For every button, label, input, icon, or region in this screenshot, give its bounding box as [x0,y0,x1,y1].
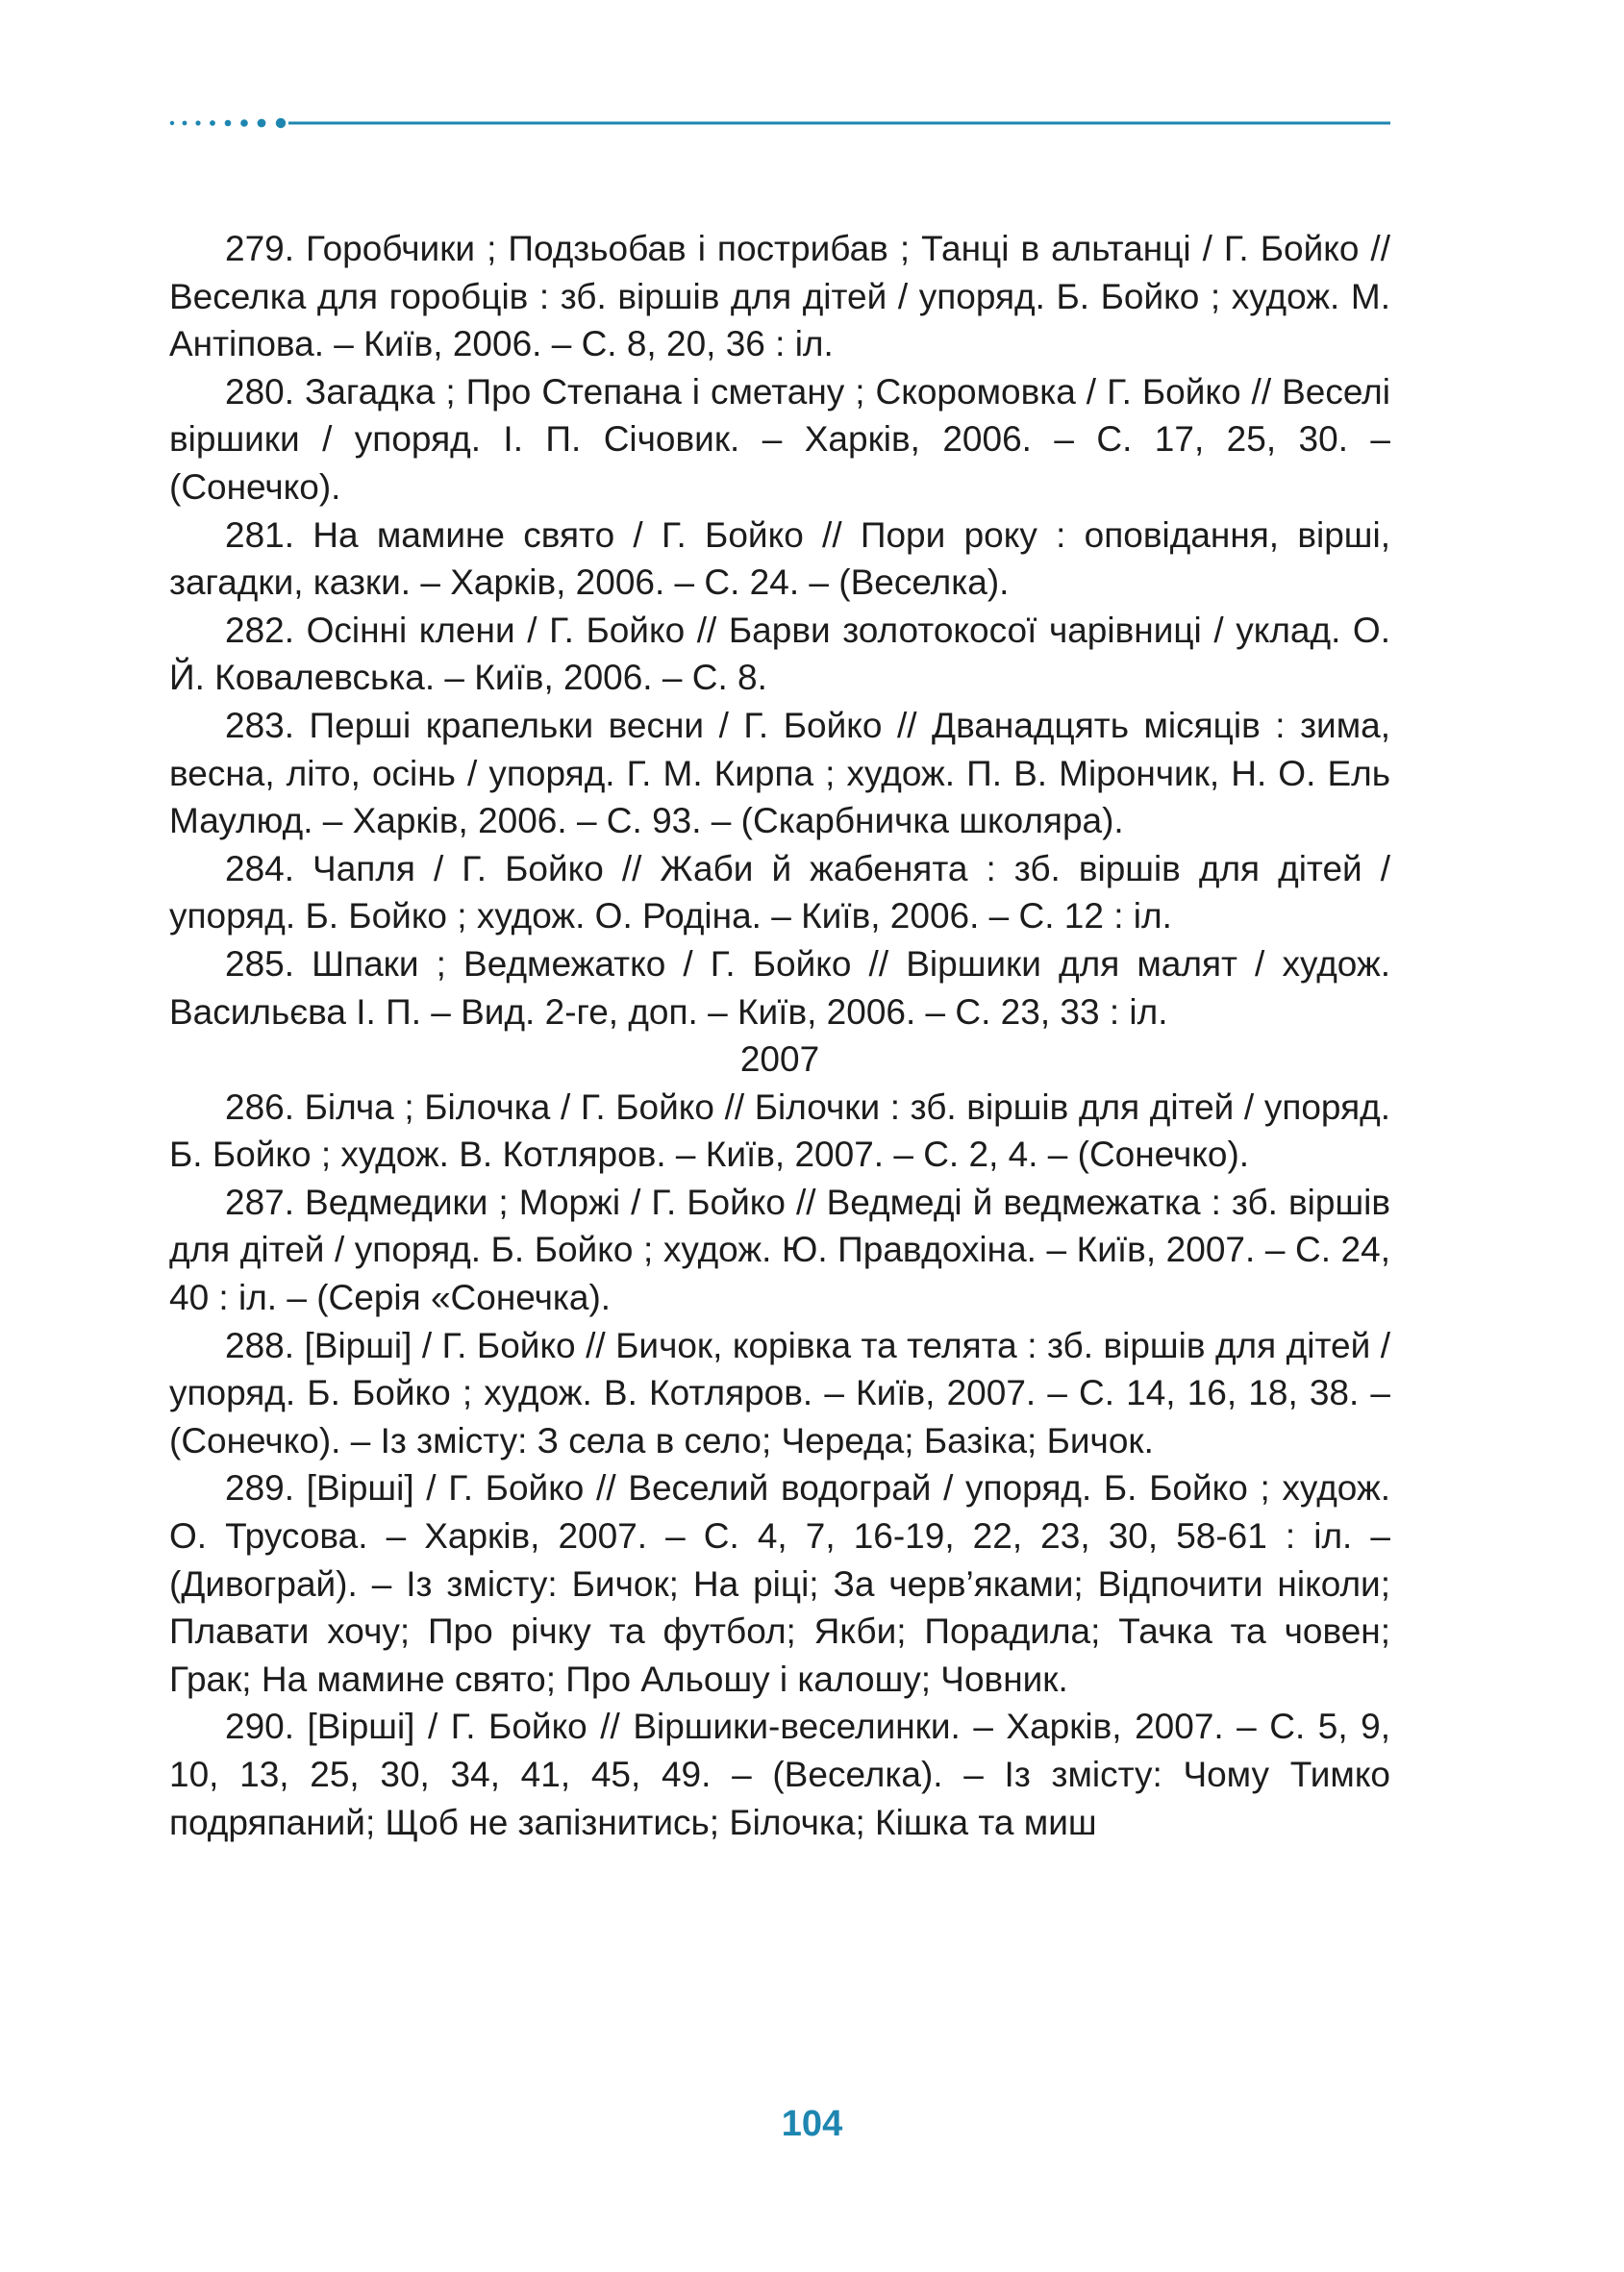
bibliography-entry-287: 287. Ведмедики ; Моржі / Г. Бойко // Ведмеді й ведмежатка : зб. віршів для дітей / упоряд. Б. Бойко ; худож. Ю. Правдохіна. – Київ, 2007. – С. 24, 40 : іл. – (Серія «Сонечка). [169,1182,1390,1318]
bibliography-entry-290: 290. [Вірші] / Г. Бойко // Віршики-веселинки. – Харків, 2007. – С. 5, 9, 10, 13, 25, 30, 34, 41, 45, 49. – (Веселка). – Із змісту: Чому Тимко подряпаний; Щоб не запізнитись; Білочка; Кішка та миш [169,1707,1390,1842]
bibliography-entry-283: 283. Перші крапельки весни / Г. Бойко // Дванадцять місяців : зима, весна, літо, осінь / упоряд. Г. М. Кирпа ; худож. П. В. Мірончик, Н. О. Ель Маулюд. – Харків, 2006. – С. 93. – (Скарбничка школяра). [169,705,1390,841]
bibliography-entry-282: 282. Осінні клени / Г. Бойко // Барви золотокосої чарівниці / уклад. О. Й. Ковалевська. – Київ, 2006. – С. 8. [169,610,1390,698]
bibliography-entry-289: 289. [Вірші] / Г. Бойко // Веселий водограй / упоряд. Б. Бойко ; худож. О. Трусова. – Харків, 2007. – С. 4, 7, 16-19, 22, 23, 30, 58-61 : іл. – (Дивограй). – Із змісту: Бичок; На ріці; За черв’яками; Відпочити ніколи; Плавати хочу; Про річку та футбол; Якби; Порадила; Тачка та човен; Грак; На мамине свято; Про Альошу і калошу; Човник. [169,1468,1390,1699]
bibliography-entry-286: 286. Білча ; Білочка / Г. Бойко // Білочки : зб. віршів для дітей / упоряд. Б. Бойко ; худож. В. Котляров. – Київ, 2007. – С. 2, 4. – (Сонечко). [169,1086,1390,1175]
dotted-line-decoration [169,115,1390,131]
bibliography-list [169,225,1390,1846]
bibliography-entry-285: 285. Шпаки ; Ведмежатко / Г. Бойко // Віршики для малят / худож. Васильєва І. П. – Вид. 2-ге, доп. – Київ, 2006. – С. 23, 33 : іл. [169,943,1390,1032]
bibliography-entry-280: 280. Загадка ; Про Степана і сметану ; Скоромовка / Г. Бойко // Веселі віршики / упоряд. І. П. Січовик. – Харків, 2006. – С. 17, 25, 30. – (Сонечко). [169,371,1390,507]
bibliography-entry-284: 284. Чапля / Г. Бойко // Жаби й жабенята : зб. віршів для дітей / упоряд. Б. Бойко ; худож. О. Родіна. – Київ, 2006. – С. 12 : іл. [169,848,1390,936]
bibliography-entry-281: 281. На мамине свято / Г. Бойко // Пори року : оповідання, вірші, загадки, казки. – Харків, 2006. – С. 24. – (Веселка). [169,514,1390,603]
bibliography-entry-288: 288. [Вірші] / Г. Бойко // Бичок, корівка та телята : зб. віршів для дітей / упоряд. Б. Бойко ; худож. В. Котляров. – Київ, 2007. – С. 14, 16, 18, 38. – (Сонечко). – Із змісту: З села в село; Череда; Базіка; Бичок. [169,1325,1390,1461]
page-number: 104 [781,2104,843,2144]
year-heading: 2007 [739,1039,820,1080]
header-dotted-rule [169,115,1390,131]
bibliography-entry-279: 279. Горобчики ; Подзьобав і пострибав ; Танці в альтанці / Г. Бойко // Веселка для горобців : зб. віршів для дітей / упоряд. Б. Бойко ; худож. М. Антіпова. – Київ, 2006. – С. 8, 20, 36 : іл. [169,229,1390,364]
